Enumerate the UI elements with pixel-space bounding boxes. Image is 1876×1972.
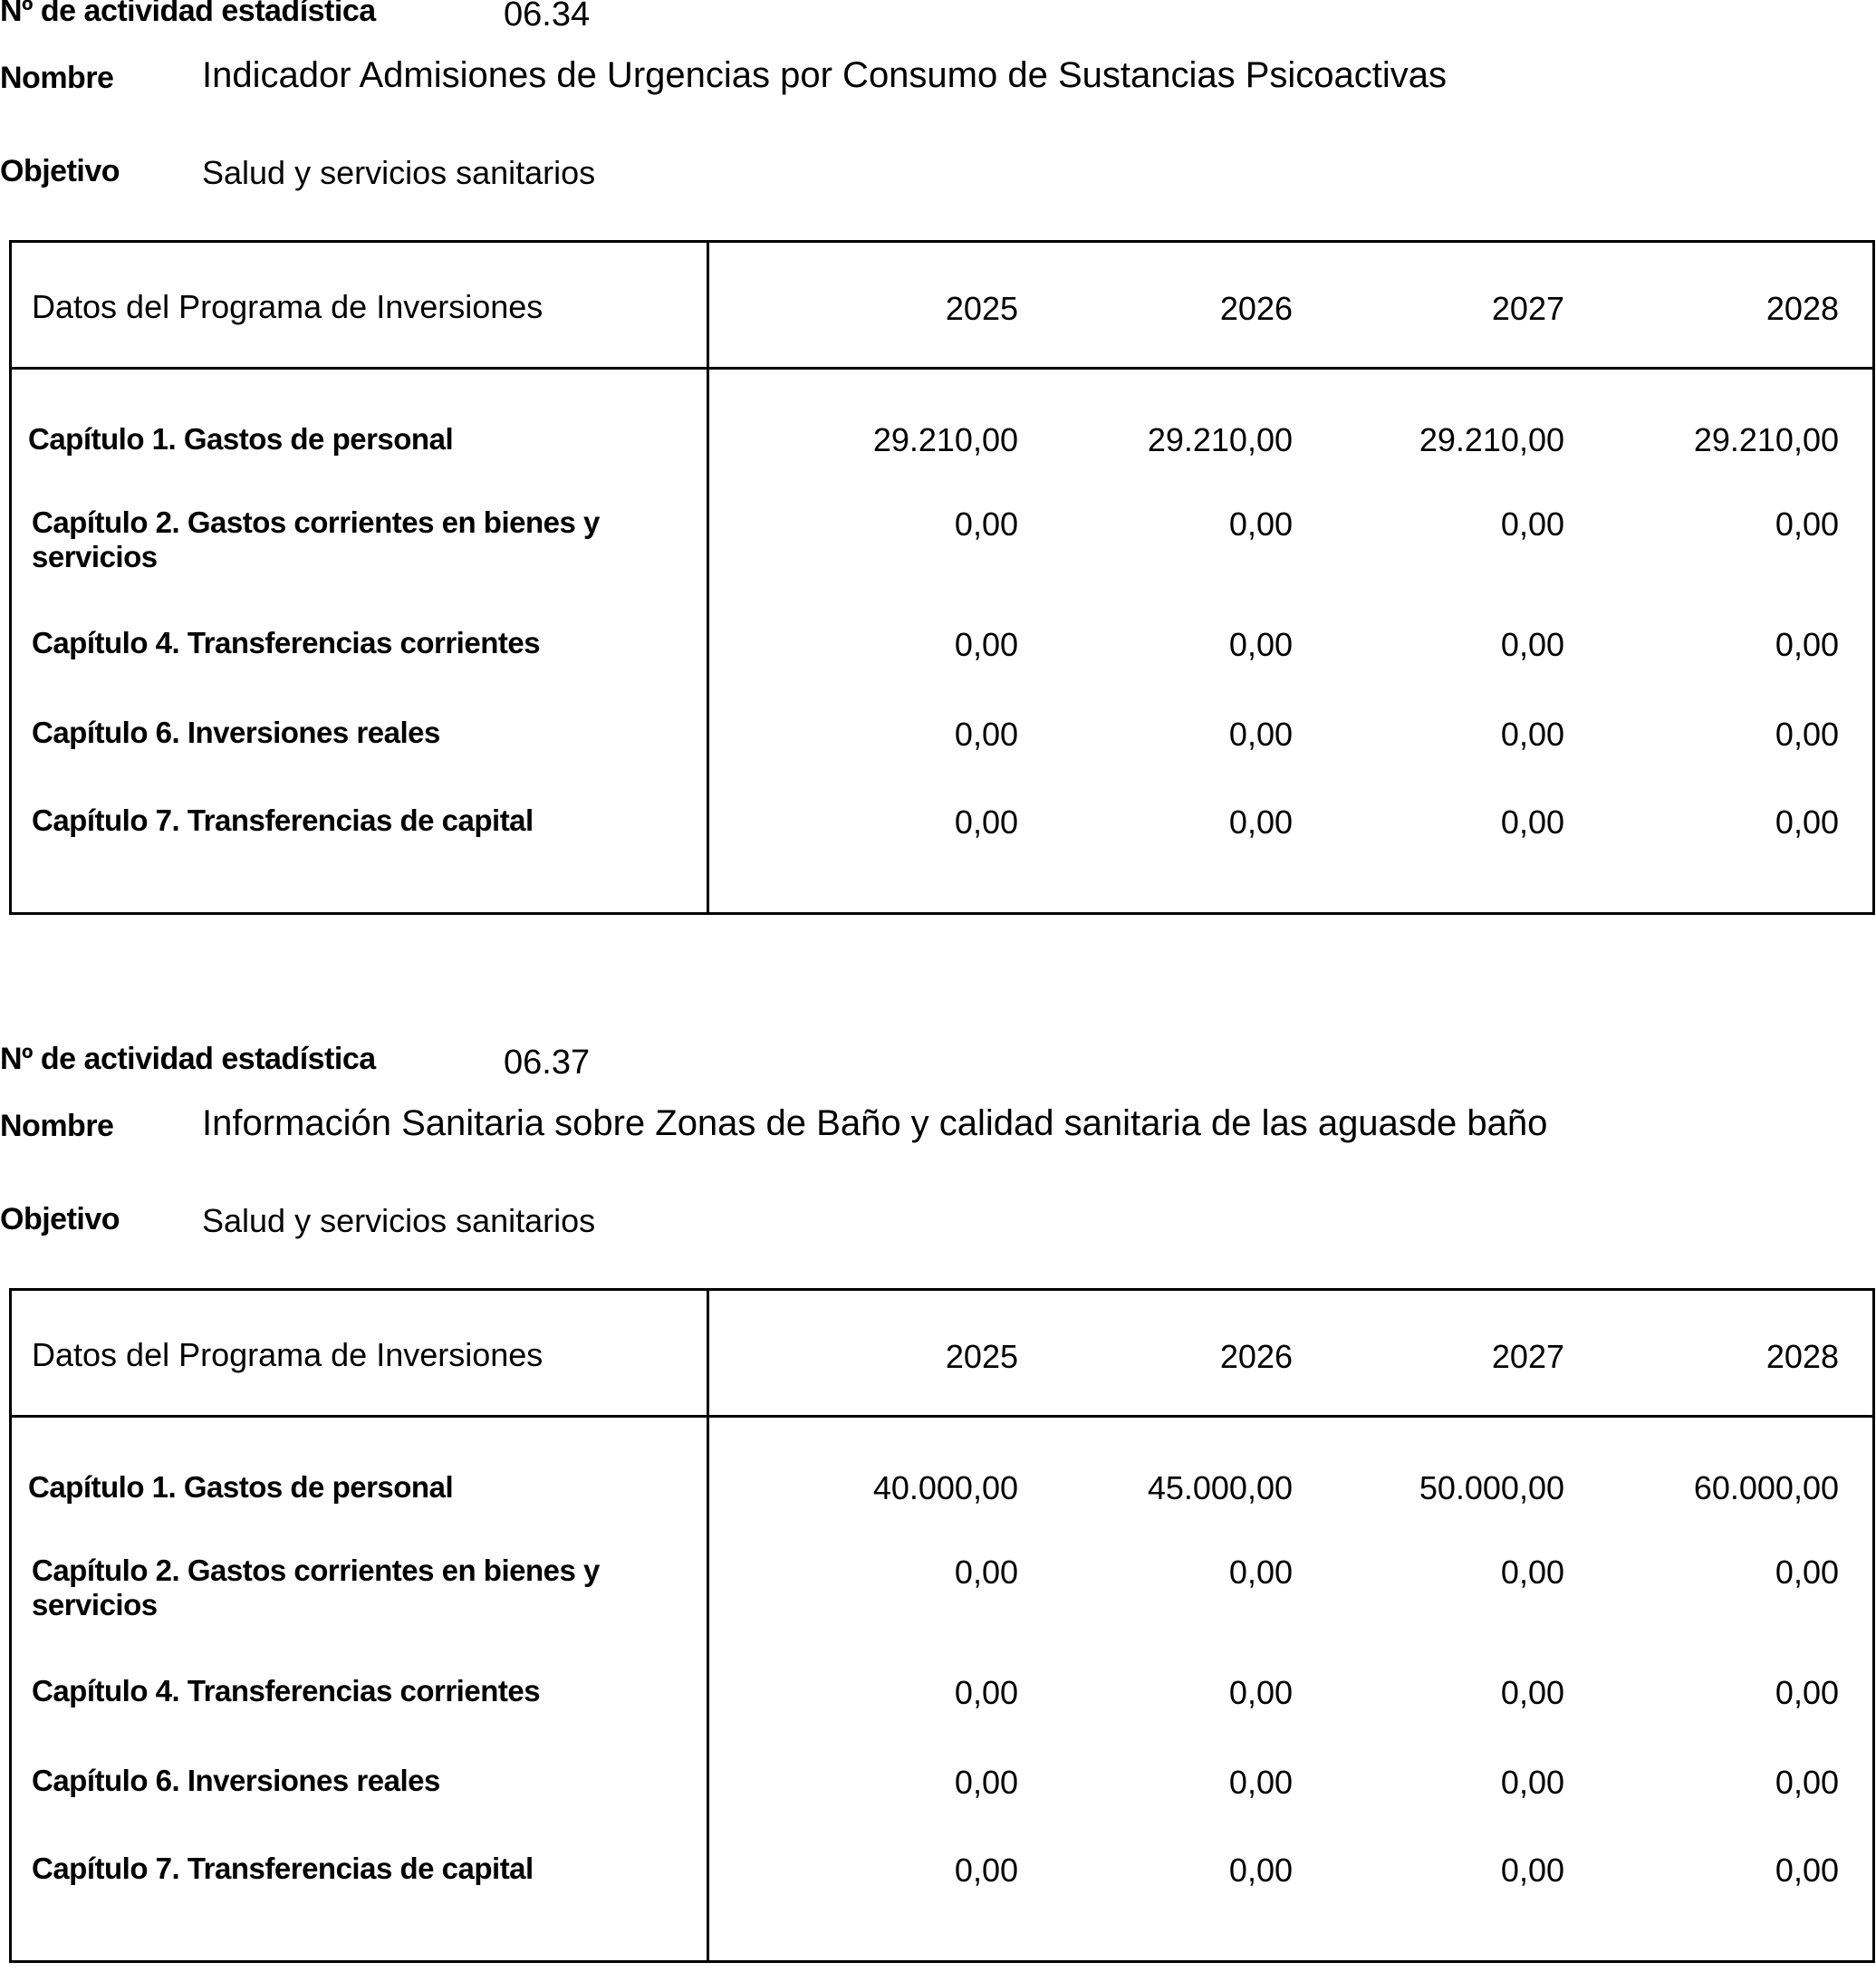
table-cell: 0,00	[1775, 1674, 1839, 1711]
table-cell: 0,00	[1500, 1764, 1564, 1801]
table-cell: 0,00	[1500, 505, 1564, 543]
table-cell: 0,00	[1500, 1674, 1564, 1711]
name-value: Indicador Admisiones de Urgencias por Consumo de Sustancias Psicoactivas	[202, 55, 1448, 95]
row-label: Capítulo 1. Gastos de personal	[28, 1470, 454, 1504]
table-cell: 0,00	[1228, 803, 1293, 841]
objective-label: Objetivo	[0, 1202, 120, 1236]
activity-section	[0, 1042, 1876, 1972]
table-cell: 50.000,00	[1419, 1469, 1564, 1506]
activity-number-label: Nº de actividad estadística	[0, 1042, 376, 1076]
row-label: Capítulo 4. Transferencias corrientes	[32, 626, 541, 659]
table-header-title: Datos del Programa de Inversiones	[32, 288, 544, 325]
row-label: Capítulo 2. Gastos corrientes en bienes y servicios	[32, 505, 600, 573]
investment-table	[9, 240, 1875, 915]
activity-number-value: 06.34	[504, 0, 591, 34]
table-cell: 0,00	[1775, 1764, 1839, 1801]
year-header: 2027	[1491, 290, 1564, 327]
table-cell: 0,00	[1228, 505, 1293, 543]
year-header: 2027	[1491, 1338, 1564, 1375]
activity-number-label: Nº de actividad estadística	[0, 0, 376, 28]
table-cell: 0,00	[1775, 803, 1839, 841]
table-cell: 0,00	[1228, 1674, 1293, 1711]
name-value: Información Sanitaria sobre Zonas de Baño y calidad sanitaria de las aguasde baño	[202, 1103, 1548, 1143]
table-cell: 0,00	[954, 1674, 1018, 1711]
table-cell: 29.210,00	[872, 421, 1018, 458]
table-cell: 0,00	[954, 716, 1018, 753]
table-cell: 0,00	[1228, 1764, 1293, 1801]
year-header: 2025	[945, 290, 1018, 327]
table-cell: 0,00	[954, 505, 1018, 543]
year-header: 2028	[1765, 290, 1839, 327]
investment-table	[9, 1288, 1875, 1963]
table-cell: 0,00	[1500, 626, 1564, 663]
table-cell: 0,00	[954, 1852, 1018, 1889]
table-divider	[707, 1291, 709, 1960]
objective-label: Objetivo	[0, 154, 120, 188]
table-cell: 29.210,00	[1147, 421, 1293, 458]
table-cell: 0,00	[954, 1554, 1018, 1591]
row-label: Capítulo 4. Transferencias corrientes	[32, 1674, 541, 1707]
year-header: 2026	[1219, 290, 1293, 327]
row-label: Capítulo 2. Gastos corrientes en bienes y servicios	[32, 1554, 600, 1621]
table-cell: 0,00	[1775, 1554, 1839, 1591]
table-cell: 45.000,00	[1147, 1469, 1293, 1506]
objective-value: Salud y servicios sanitarios	[202, 1202, 596, 1239]
table-cell: 40.000,00	[872, 1469, 1018, 1506]
year-header: 2028	[1765, 1338, 1839, 1375]
row-label: Capítulo 6. Inversiones reales	[32, 1764, 440, 1797]
year-header: 2026	[1219, 1338, 1293, 1375]
table-divider	[707, 243, 709, 912]
table-cell: 0,00	[1500, 716, 1564, 753]
name-label: Nombre	[0, 1109, 114, 1143]
table-cell: 0,00	[1775, 626, 1839, 663]
activity-section	[0, 0, 1876, 924]
activity-number-value: 06.37	[504, 1044, 591, 1082]
table-divider	[12, 1415, 1872, 1418]
table-cell: 0,00	[1500, 803, 1564, 841]
table-cell: 29.210,00	[1693, 421, 1839, 458]
row-label: Capítulo 6. Inversiones reales	[32, 716, 440, 749]
table-cell: 29.210,00	[1419, 421, 1564, 458]
table-cell: 0,00	[954, 803, 1018, 841]
table-cell: 0,00	[1228, 626, 1293, 663]
objective-value: Salud y servicios sanitarios	[202, 154, 596, 191]
table-cell: 0,00	[1500, 1554, 1564, 1591]
table-cell: 0,00	[1228, 1554, 1293, 1591]
row-label: Capítulo 1. Gastos de personal	[28, 422, 454, 456]
table-cell: 0,00	[1775, 1852, 1839, 1889]
table-header-title: Datos del Programa de Inversiones	[32, 1336, 544, 1373]
table-cell: 0,00	[954, 626, 1018, 663]
table-cell: 0,00	[1775, 505, 1839, 543]
table-cell: 0,00	[1228, 716, 1293, 753]
year-header: 2025	[945, 1338, 1018, 1375]
row-label: Capítulo 7. Transferencias de capital	[32, 803, 534, 837]
table-cell: 0,00	[1775, 716, 1839, 753]
row-label: Capítulo 7. Transferencias de capital	[32, 1852, 534, 1885]
table-cell: 0,00	[1228, 1852, 1293, 1889]
table-cell: 0,00	[1500, 1852, 1564, 1889]
name-label: Nombre	[0, 61, 114, 95]
table-divider	[12, 367, 1872, 370]
table-cell: 0,00	[954, 1764, 1018, 1801]
table-cell: 60.000,00	[1693, 1469, 1839, 1506]
